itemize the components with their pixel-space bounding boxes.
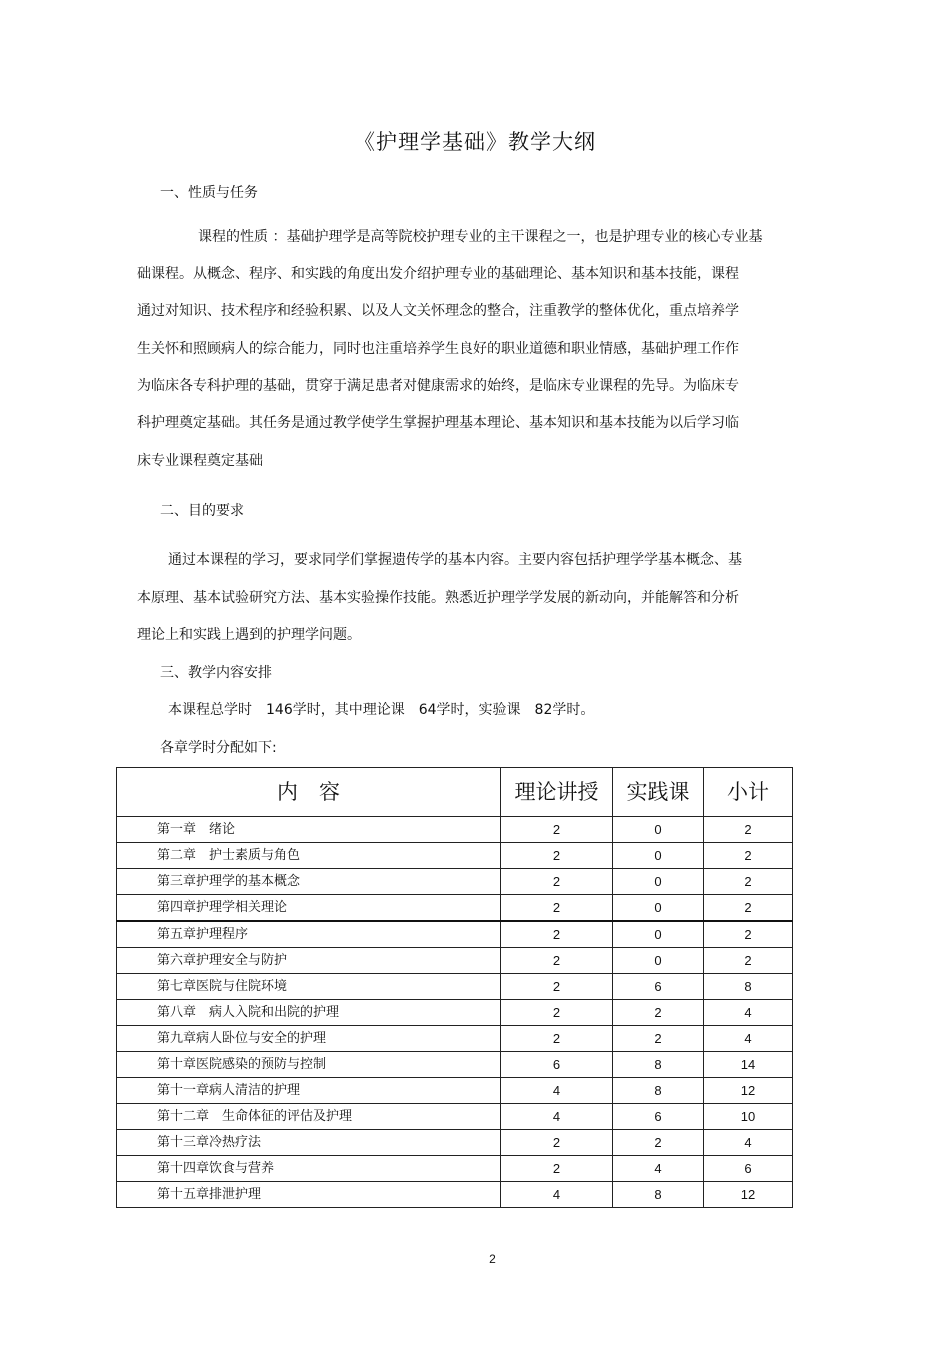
paragraph-line: 床专业课程奠定基础 bbox=[137, 453, 263, 469]
table-row bbox=[117, 1078, 793, 1104]
header-content: 内 容 bbox=[117, 768, 501, 817]
practice-hours-cell: 2 bbox=[613, 1026, 704, 1052]
practice-hours-cell: 8 bbox=[613, 1078, 704, 1104]
chapter-name-cell: 第七章医院与住院环境 bbox=[117, 974, 501, 1000]
theory-hours-cell: 2 bbox=[501, 948, 613, 974]
chapter-name-cell: 第十一章病人清洁的护理 bbox=[117, 1078, 501, 1104]
theory-hours-cell: 2 bbox=[501, 921, 613, 948]
theory-hours-cell: 4 bbox=[501, 1104, 613, 1130]
table-row bbox=[117, 921, 793, 948]
total-hours-cell: 4 bbox=[704, 1026, 793, 1052]
practice-hours-cell: 0 bbox=[613, 869, 704, 895]
chapter-name-cell: 第十四章饮食与营养 bbox=[117, 1156, 501, 1182]
table-row bbox=[117, 843, 793, 869]
theory-hours-cell: 2 bbox=[501, 869, 613, 895]
total-hours-cell: 2 bbox=[704, 895, 793, 922]
header-theory: 理论讲授 bbox=[501, 768, 613, 817]
total-hours-cell: 12 bbox=[704, 1078, 793, 1104]
chapter-name-cell: 第十二章 生命体征的评估及护理 bbox=[117, 1104, 501, 1130]
section3-heading: 三、教学内容安排 bbox=[160, 665, 272, 681]
practice-hours-cell: 0 bbox=[613, 921, 704, 948]
total-hours-cell: 2 bbox=[704, 843, 793, 869]
theory-hours-cell: 2 bbox=[501, 895, 613, 922]
total-hours-cell: 10 bbox=[704, 1104, 793, 1130]
practice-hours-cell: 4 bbox=[613, 1156, 704, 1182]
section2-heading: 二、目的要求 bbox=[160, 503, 244, 519]
paragraph-line: 课程的性质 ：基础护理学是高等院校护理专业的主干课程之一，也是护理专业的核心专业基 bbox=[198, 229, 763, 245]
chapter-name-cell: 第三章护理学的基本概念 bbox=[117, 869, 501, 895]
theory-hours-cell: 2 bbox=[501, 817, 613, 843]
practice-hours-cell: 0 bbox=[613, 895, 704, 922]
total-hours-cell: 2 bbox=[704, 921, 793, 948]
total-hours-cell: 14 bbox=[704, 1052, 793, 1078]
total-hours-cell: 2 bbox=[704, 948, 793, 974]
chapter-name-cell: 第二章 护士素质与角色 bbox=[117, 843, 501, 869]
table-row bbox=[117, 817, 793, 843]
paragraph-line: 理论上和实践上遇到的护理学问题。 bbox=[137, 627, 361, 643]
total-hours-cell: 2 bbox=[704, 869, 793, 895]
total-hours-cell: 12 bbox=[704, 1182, 793, 1208]
section1-heading: 一、性质与任务 bbox=[160, 185, 258, 201]
page-number: 2 bbox=[489, 1252, 496, 1266]
chapter-name-cell: 第十三章冷热疗法 bbox=[117, 1130, 501, 1156]
theory-hours-cell: 2 bbox=[501, 843, 613, 869]
table-header-row bbox=[117, 768, 793, 817]
total-hours-cell: 8 bbox=[704, 974, 793, 1000]
table-row bbox=[117, 974, 793, 1000]
total-hours-cell: 6 bbox=[704, 1156, 793, 1182]
practice-hours-cell: 2 bbox=[613, 1130, 704, 1156]
practice-hours-cell: 0 bbox=[613, 948, 704, 974]
table-row bbox=[117, 895, 793, 922]
theory-hours-cell: 2 bbox=[501, 1026, 613, 1052]
theory-hours-cell: 2 bbox=[501, 1000, 613, 1026]
paragraph-line: 本原理、基本试验研究方法、基本实验操作技能。熟悉近护理学学发展的新动向，并能解答和分析 bbox=[137, 590, 739, 606]
hours-table bbox=[116, 767, 793, 1208]
chapter-name-cell: 第五章护理程序 bbox=[117, 921, 501, 948]
paragraph-line: 通过对知识、技术程序和经验积累、以及人文关怀理念的整合，注重教学的整体优化，重点培养学 bbox=[137, 303, 739, 319]
chapter-name-cell: 第八章 病人入院和出院的护理 bbox=[117, 1000, 501, 1026]
theory-hours-cell: 4 bbox=[501, 1078, 613, 1104]
hours-summary: 本课程总学时 146学时，其中理论课 64学时，实验课 82学时。 bbox=[168, 702, 595, 718]
page-title: 《护理学基础》教学大纲 bbox=[354, 130, 596, 154]
practice-hours-cell: 6 bbox=[613, 1104, 704, 1130]
practice-hours-cell: 8 bbox=[613, 1182, 704, 1208]
total-hours-cell: 4 bbox=[704, 1000, 793, 1026]
theory-hours-cell: 2 bbox=[501, 974, 613, 1000]
chapter-name-cell: 第十五章排泄护理 bbox=[117, 1182, 501, 1208]
table-row bbox=[117, 1052, 793, 1078]
total-hours-cell: 2 bbox=[704, 817, 793, 843]
table-row bbox=[117, 1182, 793, 1208]
paragraph-line: 生关怀和照顾病人的综合能力，同时也注重培养学生良好的职业道德和职业情感，基础护理工作作 bbox=[137, 341, 739, 357]
practice-hours-cell: 8 bbox=[613, 1052, 704, 1078]
theory-hours-cell: 4 bbox=[501, 1182, 613, 1208]
table-row bbox=[117, 1000, 793, 1026]
table-intro: 各章学时分配如下: bbox=[160, 740, 277, 756]
table-row bbox=[117, 1156, 793, 1182]
paragraph-line: 为临床各专科护理的基础，贯穿于满足患者对健康需求的始终，是临床专业课程的先导。为临床专 bbox=[137, 378, 739, 394]
total-hours-cell: 4 bbox=[704, 1130, 793, 1156]
table-row bbox=[117, 1104, 793, 1130]
theory-hours-cell: 2 bbox=[501, 1156, 613, 1182]
theory-hours-cell: 2 bbox=[501, 1130, 613, 1156]
paragraph-line: 础课程。从概念、程序、和实践的角度出发介绍护理专业的基础理论、基本知识和基本技能，课程 bbox=[137, 266, 739, 282]
paragraph-line: 通过本课程的学习，要求同学们掌握遗传学的基本内容。主要内容包括护理学学基本概念、基 bbox=[168, 552, 742, 568]
practice-hours-cell: 0 bbox=[613, 817, 704, 843]
chapter-name-cell: 第四章护理学相关理论 bbox=[117, 895, 501, 922]
table-row bbox=[117, 1130, 793, 1156]
chapter-name-cell: 第九章病人卧位与安全的护理 bbox=[117, 1026, 501, 1052]
header-total: 小计 bbox=[704, 768, 793, 817]
theory-hours-cell: 6 bbox=[501, 1052, 613, 1078]
table-row bbox=[117, 1026, 793, 1052]
practice-hours-cell: 2 bbox=[613, 1000, 704, 1026]
practice-hours-cell: 6 bbox=[613, 974, 704, 1000]
practice-hours-cell: 0 bbox=[613, 843, 704, 869]
chapter-name-cell: 第六章护理安全与防护 bbox=[117, 948, 501, 974]
header-practice: 实践课 bbox=[613, 768, 704, 817]
table-row bbox=[117, 869, 793, 895]
chapter-name-cell: 第一章 绪论 bbox=[117, 817, 501, 843]
chapter-name-cell: 第十章医院感染的预防与控制 bbox=[117, 1052, 501, 1078]
paragraph-line: 科护理奠定基础。其任务是通过教学使学生掌握护理基本理论、基本知识和基本技能为以后学习临 bbox=[137, 415, 739, 431]
table-row bbox=[117, 948, 793, 974]
